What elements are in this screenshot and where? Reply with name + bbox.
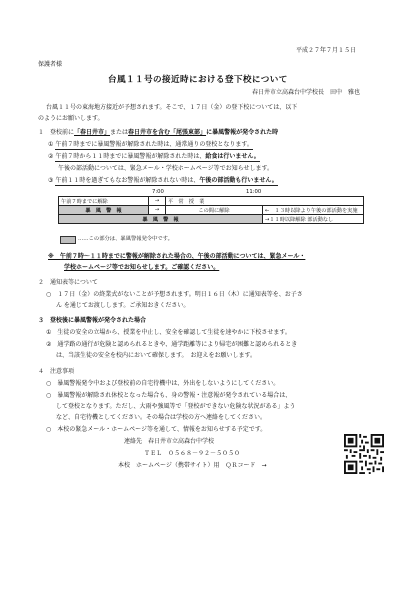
timeline-row-2-arrow: → <box>149 206 166 215</box>
intro-line-2: のようにお願いします。 <box>38 115 104 122</box>
emphasis-line-2: 学校ホームページ等でお知らせします。ご確認ください。 <box>64 264 220 271</box>
item-3-bold: 午後の部活動も行いません。 <box>199 177 278 184</box>
section-1-heading-suffix: に暴風警報が発令された時 <box>206 129 279 136</box>
section-3-item-1: ① 生徒の安全の立場から、授業を中止し、安全を確認して生徒を速やかに下校させます。 <box>46 329 291 336</box>
timeline-row-3-label: 暴 風 警 報 <box>59 215 263 224</box>
timeline-row-3-result: →１１時以降解除 部活動なし <box>263 215 364 224</box>
section-2-line-1: ○ １７日（金）の終業式がないことが予想されます。明日１６日（木）に通知表等を、お子さ <box>46 291 303 298</box>
section-4-heading: ４ 注意事項 <box>38 368 75 375</box>
timeline-row-3 <box>59 215 364 224</box>
section-2-line-2: ん を通じてお渡しします。ご承知おきください。 <box>56 302 190 309</box>
timeline-end-time: 11:00 <box>246 189 262 195</box>
item-3-marker: ③ <box>48 177 54 184</box>
timeline-table <box>58 196 364 224</box>
item-1-marker: ① <box>48 141 54 148</box>
timeline-row-1 <box>59 197 364 206</box>
timeline-row-1-result: 平 常 授 業 <box>166 197 364 206</box>
section-1-item-2 <box>48 153 260 161</box>
contact-tel: ＴＥＬ ０５６８－９２－５０５０ <box>144 450 241 457</box>
timeline-row-2-mid: この間に解除 <box>166 206 263 215</box>
section-1-heading-city: 「春日井市」 <box>74 129 111 136</box>
notice-1: ○ 暴風警報発令中および登校前の自宅待機中は、外出をしないようにしてください。 <box>46 380 280 387</box>
date: 平成２７年７月１５日 <box>295 47 356 54</box>
timeline-row-1-arrow: → <box>149 197 166 206</box>
timeline-row-1-label: 午前７時までに解除 <box>59 197 149 206</box>
item-2-bold: 給食は行いません。 <box>205 153 260 160</box>
emphasis-line-1: ※ 午前７時～１１時までに警報が解除された場合の、午後の部活動については、緊急メール・ <box>48 253 306 260</box>
notice-2-line-1: ○ 暴風警報が解除され休校となった場合も、身の警報・注意報が発令されている場合は、 <box>46 392 292 399</box>
item-2-marker: ② <box>48 153 54 160</box>
section-2-heading: ２ 通知表等について <box>38 279 98 286</box>
addressee: 保護者様 <box>38 61 63 68</box>
section-1-heading <box>38 129 278 137</box>
sender: 春日井市立高森台中学校長 田中 雅也 <box>251 89 360 96</box>
section-1-heading-prefix: １ 登校前に <box>38 129 75 136</box>
section-1-heading-mid: または <box>110 129 129 136</box>
contact-label: 連絡先 春日井市立高森台中学校 <box>124 438 215 445</box>
timeline-row-2-result: ← １３時以降より午後の部活動を実施 <box>263 206 364 215</box>
legend-text: ……この部分は、暴風警報発令中です。 <box>78 236 173 242</box>
notice-3: ○ 本校の緊急メール・ホームページ等を通して、情報をお知らせする予定です。 <box>46 426 267 433</box>
timeline-row-2-label: 暴 風 警 報 <box>59 206 149 215</box>
intro-line-1: 台風１１号の東海地方接近が予想されます。そこで、１７日（金）の登下校については、以下 <box>46 104 298 111</box>
section-3-item-2-line-2: は、当該生徒の安全を校内において確保します。 お迎えをお願いします。 <box>56 352 257 359</box>
section-1-item-1 <box>48 141 253 149</box>
section-3-item-2-line-1: ② 通学路の通行が危険と認められるときや、通学距離等により帰宅が困難と認められるとき <box>46 341 298 348</box>
item-3-text: 午前１１時を過ぎてもなお警報が解除されない時は、 <box>55 177 200 184</box>
section-1-heading-area: 春日井市を含む「尾張東部」 <box>128 129 207 136</box>
legend-swatch <box>60 236 76 244</box>
timeline-row-2 <box>59 206 364 215</box>
item-1-text: 午前７時までに暴風警報が解除された時は、通常通りの登校となります。 <box>55 141 253 148</box>
notice-2-line-3: など、自宅待機としてください。その場合は学校の方へ連絡をしてください。 <box>56 414 267 421</box>
timeline-start-time: 7:00 <box>152 189 164 195</box>
page-title: 台風１１号の接近時における登下校について <box>108 75 288 85</box>
section-1-item-3 <box>48 177 278 185</box>
notice-2-line-2: して登校となります。ただし、大雨や強風等で「登校ができない危険な状況がある」よう <box>56 403 296 410</box>
contact-web: 本校 ホームページ（携帯サイト）用 ＱＲコード → <box>118 462 267 469</box>
qr-code-icon <box>344 434 384 474</box>
item-2-text: 午前７時から１１時までに暴風警報が解除された時は、 <box>55 153 206 160</box>
section-3-heading: ３ 登校後に暴風警報が発令された場合 <box>38 317 147 324</box>
section-1-note: 午後の部活動については、緊急メール・学校ホームページ等でお知らせします。 <box>58 165 273 172</box>
